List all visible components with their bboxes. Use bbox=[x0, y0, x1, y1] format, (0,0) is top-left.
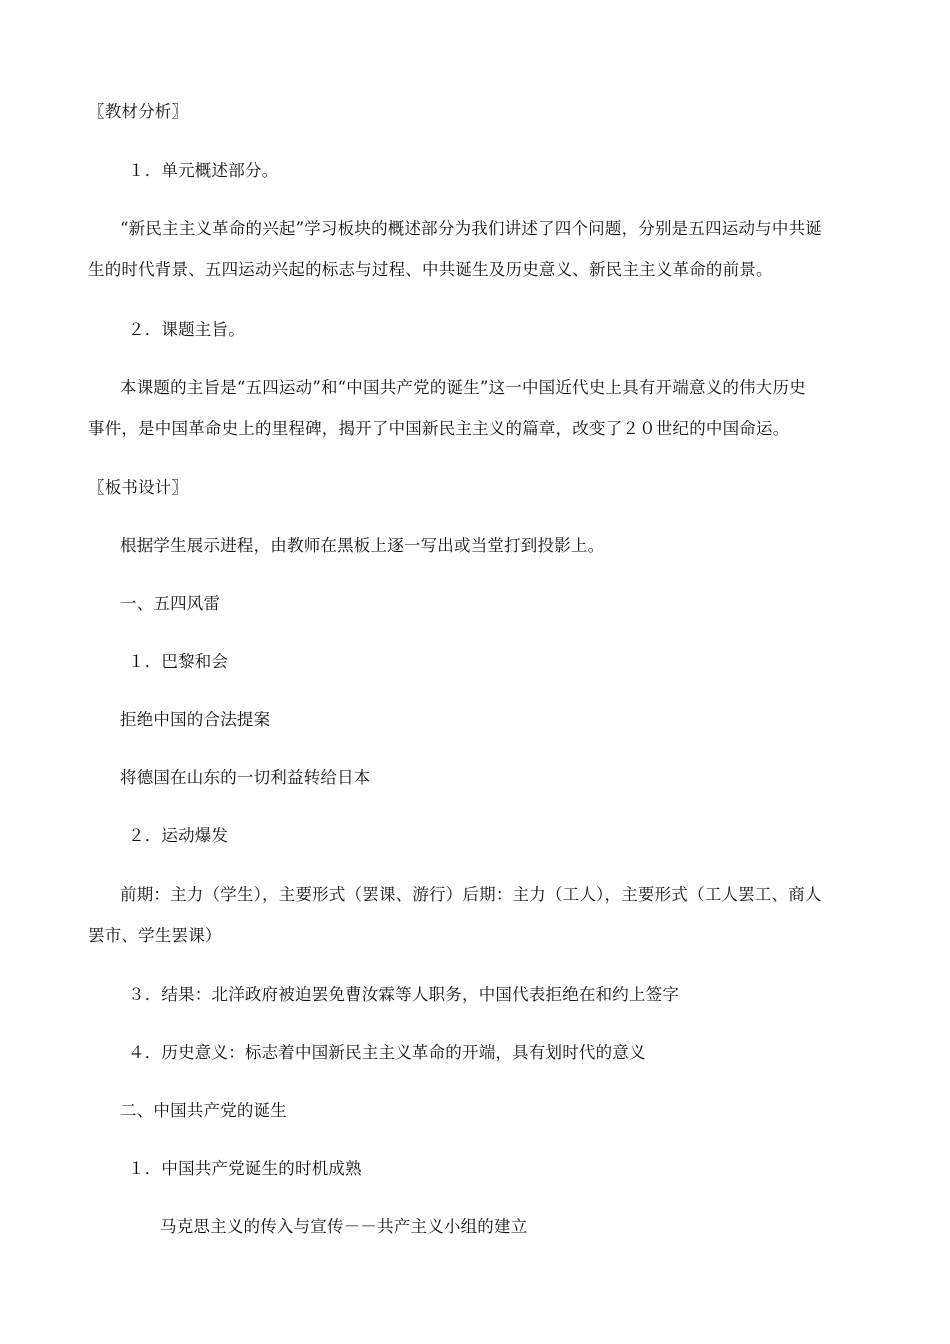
paragraph-theme-line1: 本课题的主旨是“五四运动”和“中国共产党的诞生”这一中国近代史上具有开端意义的伟大历史 bbox=[120, 378, 806, 397]
outline-subitem-paris: １．巴黎和会 bbox=[128, 652, 229, 671]
outline-subitem-outbreak: ２．运动爆发 bbox=[128, 826, 229, 845]
outline-text-phases-line2: 罢市、学生罢课） bbox=[88, 926, 222, 945]
paragraph-overview-line1: “新民主主义革命的兴起”学习板块的概述部分为我们讲述了四个问题，分别是五四运动与中共诞 bbox=[120, 219, 822, 238]
paragraph-overview-line2: 生的时代背景、五四运动兴起的标志与过程、中共诞生及历史意义、新民主主义革命的前景。 bbox=[88, 260, 773, 279]
paragraph-board-intro: 根据学生展示进程，由教师在黑板上逐一写出或当堂打到投影上。 bbox=[120, 536, 605, 555]
item-unit-overview: １．单元概述部分。 bbox=[128, 161, 279, 180]
outline-subitem-result: ３．结果：北洋政府被迫罢免曹汝霖等人职务，中国代表拒绝在和约上签字 bbox=[128, 985, 680, 1004]
outline-text-phases-line1: 前期：主力（学生），主要形式（罢课、游行）后期：主力（工人），主要形式（工人罢工、商人 bbox=[120, 885, 822, 904]
outline-text-marxism: 马克思主义的传入与宣传－－共产主义小组的建立 bbox=[160, 1217, 528, 1236]
outline-text-transfer: 将德国在山东的一切利益转给日本 bbox=[120, 768, 371, 787]
paragraph-theme-line2: 事件，是中国革命史上的里程碑，揭开了中国新民主主义的篇章，改变了２０世纪的中国命运。 bbox=[88, 419, 790, 438]
outline-item-two: 二、中国共产党的诞生 bbox=[120, 1101, 287, 1120]
outline-subitem-significance: ４．历史意义：标志着中国新民主主义革命的开端，具有划时代的意义 bbox=[128, 1043, 646, 1062]
section-heading-textbook-analysis: 〖教材分析〗 bbox=[88, 102, 189, 121]
item-topic-theme: ２．课题主旨。 bbox=[128, 320, 245, 339]
section-heading-board-design: 〖板书设计〗 bbox=[88, 478, 189, 497]
outline-text-reject: 拒绝中国的合法提案 bbox=[120, 710, 271, 729]
outline-subitem-timing: １．中国共产党诞生的时机成熟 bbox=[128, 1159, 362, 1178]
outline-item-one: 一、五四风雷 bbox=[120, 594, 221, 613]
